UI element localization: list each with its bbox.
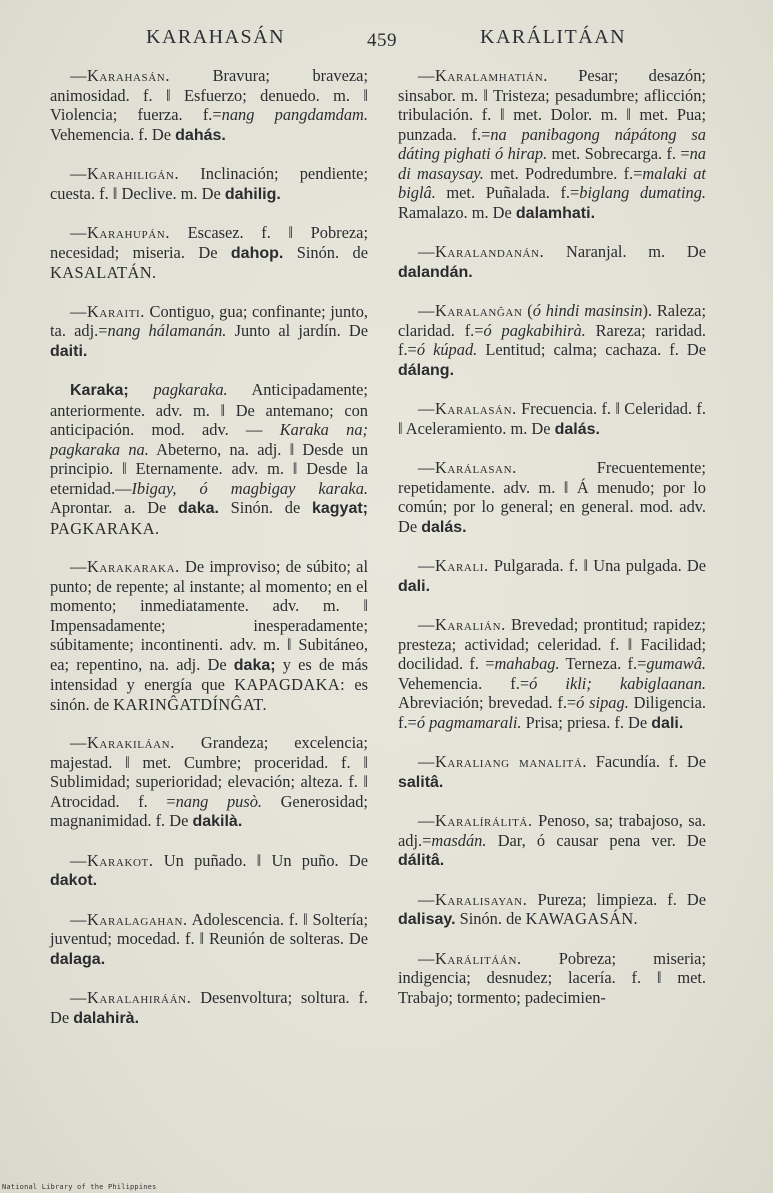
tagalog-phrase: nang hálamanán. [107, 321, 227, 340]
entry-karali [398, 556, 706, 596]
tagalog-phrase: ó ikli; kabiglaanan. [529, 673, 706, 693]
entry-karakot [50, 851, 368, 891]
headword: Karaka; [70, 382, 129, 399]
definition-text: es sinón. de [50, 675, 368, 714]
root-word: dalás. [421, 518, 467, 536]
definition-text: Aprontar. a. De [50, 498, 179, 517]
entry-karaka [50, 380, 368, 538]
entry-karalitaan [398, 949, 706, 1008]
definition-text: Generosidad; magnanimidad. f. De [50, 791, 368, 830]
tagalog-phrase: Karaka na; pagkaraka na. [50, 420, 368, 459]
tagalog-phrase: biglang dumating. [579, 183, 706, 202]
header-right-guide-word: KARÁLITÁAN [480, 26, 627, 48]
definition-text: Contiguo, gua; confinante; junto, ta. adj.= [50, 301, 368, 340]
definition-text: Penoso, sa; trabajoso, sa. adj.= [398, 811, 706, 850]
running-header [0, 26, 773, 56]
definition-text: met. Puñalada. f.= [435, 183, 580, 202]
definition-text: Frecuentemente; repetidamente. adv. m. ‖ Á menudo; por lo común; por lo general; en general. mod. adv. De [398, 458, 706, 536]
root-word: dahás. [175, 126, 226, 144]
definition-text: Vehemencia. f. De [50, 124, 176, 144]
tagalog-phrase: na panibagong nápátong sa dáting pighati ó hirap. [398, 124, 706, 163]
root-word: dalaga. [50, 950, 106, 968]
definition-text: Frecuencia. f. ‖ Celeridad. f. ‖ Aceleramiento. m. De [398, 399, 706, 438]
definition-text: Un puñado. ‖ Un puño. De [153, 850, 368, 870]
headword: —Karalasán. [418, 399, 517, 418]
header-left-guide-word: KARAHASÁN [146, 26, 286, 48]
entry-karalandanan [398, 242, 706, 282]
entry-karaiti [50, 302, 368, 362]
headword: —Karakaraka. [70, 557, 180, 576]
definition-text: Inclinación; pendiente; cuesta. f. ‖ Declive. m. De [50, 164, 368, 203]
root-word: daiti. [50, 342, 88, 360]
entry-karalangan [398, 301, 706, 380]
root-word: dálang. [398, 361, 455, 379]
definition-text: Diligencia. f.= [398, 693, 706, 732]
definition-text: Grandeza; excelencia; majestad. ‖ met. Cumbre; proceridad. f. ‖ Sublimidad; superioridad; elevación; alteza. f. ‖ Atrocidad. f. = [50, 733, 368, 811]
definition-text: Dar, ó causar pena ver. De [486, 830, 706, 850]
entry-karalasan-adverb [398, 458, 706, 537]
synonym-ref: KARINĜATDÍNĜAT. [113, 694, 267, 714]
definition-text: Desenvoltura; soltura. f. De [50, 988, 368, 1027]
definition-text: Naranjal. m. De [544, 242, 706, 261]
headword: —Karalisayan. [418, 889, 528, 909]
headword: —Karalagahan. [70, 909, 188, 929]
headword: —Karahupán. [70, 223, 171, 242]
tagalog-phrase: ó hindi masinsin [532, 301, 643, 320]
definition-text: Brevedad; prontitud; rapidez; presteza; actividad; celeridad. f. ‖ Facilidad; docilidad. f. = [398, 615, 706, 673]
definition-text: Sinón. de [283, 242, 368, 262]
definition-text: Junto al jardín. De [226, 321, 369, 340]
headword: —Karalamhatián. [418, 66, 548, 85]
entry-karahasan [50, 66, 368, 145]
headword: —Karahasán. [70, 66, 171, 85]
headword: —Karaliang manalitá. [418, 752, 588, 771]
definition-text: Lentitud; calma; cachaza. f. De [477, 340, 707, 359]
synonym-ref: KASALATÁN. [50, 263, 157, 282]
root-word: dalamhati. [515, 204, 596, 222]
tagalog-phrase: Ibigay, ó magbigay karaka. [131, 478, 368, 498]
tagalog-phrase: malaki at biglâ. [398, 163, 706, 202]
definition-text: Terneza. f.= [559, 654, 647, 673]
definition-text: Bravura; braveza; animosidad. f. ‖ Esfuerzo; denuedo. m. ‖ Violencia; fuerza. f.= [50, 66, 368, 124]
definition-text: Prisa; priesa. f. De [521, 712, 652, 732]
definition-text: Anticipadamente; anteriormente. adv. m. ‖ De antemano; con anticipación. mod. adv. — [50, 380, 368, 439]
root-word: dali. [651, 714, 684, 732]
definition-text: met. Sobrecarga. f. = [547, 144, 690, 163]
headword: —Karakot. [70, 850, 154, 870]
headword: —Karahiligán. [70, 164, 180, 183]
root-word: kagyat; [311, 500, 368, 517]
page-number: 459 [367, 30, 397, 51]
entry-karalasan [398, 399, 706, 439]
synonym-ref: PAGKARAKA. [50, 518, 160, 538]
root-word: dakot. [50, 872, 98, 889]
definition-text: Pureza; limpieza. f. De [527, 889, 706, 909]
tagalog-phrase: pagkaraka. [153, 380, 228, 399]
root-word: dali. [398, 577, 431, 595]
headword: —Karalírálitá. [418, 811, 533, 830]
definition-text: Vehemencia. f.= [398, 673, 530, 693]
synonym-ref: KAPAGDAKA: [234, 675, 346, 694]
definition-text: Ramalazo. m. De [398, 202, 516, 222]
root-word: dalisay. [398, 911, 456, 928]
root-word: dalandán. [398, 263, 473, 281]
library-watermark: National Library of the Philippines [2, 1183, 157, 1191]
entry-karalisayan [398, 890, 706, 930]
headword: —Karali. [418, 556, 489, 575]
entry-karakaraka [50, 557, 368, 714]
headword: —Karaiti. [70, 301, 145, 321]
definition-text: Escasez. f. ‖ Pobreza; necesidad; miseria. De [50, 223, 368, 262]
entry-karaliralita [398, 811, 706, 871]
entry-karaliang-manalita [398, 752, 706, 792]
definition-text: ). Raleza; claridad. f.= [398, 301, 707, 340]
root-word: salitâ. [398, 773, 444, 791]
definition-text: Pobreza; miseria; indigencia; desnudez; lacería. f. ‖ met. Trabajo; tormento; padecimien- [398, 948, 706, 1007]
tagalog-phrase: nang pusò. [175, 791, 263, 811]
definition-text: Abeterno, na. adj. ‖ Desde un principio. ‖ Eternamente. adv. m. ‖ Desde la eternidad.— [50, 439, 369, 498]
entry-karakilaan [50, 733, 368, 832]
entry-karahiligan [50, 164, 368, 204]
root-word: daka. [178, 500, 219, 517]
root-word: daka; [233, 656, 276, 674]
root-word: dakilà. [192, 813, 243, 830]
definition-text: Facundía. f. De [587, 752, 706, 771]
tagalog-phrase: nang pangdamdam. [221, 105, 368, 124]
headword: —Karalandanán. [418, 242, 545, 261]
definition-text: Sinón. de [218, 498, 312, 517]
left-column [50, 66, 368, 1047]
definition-text: Sinón. de [455, 909, 526, 928]
tagalog-phrase: mahabag. [494, 654, 560, 673]
tagalog-phrase: ó pagmamarali. [416, 712, 522, 732]
tagalog-phrase: ó pagkabihirà. [483, 320, 586, 340]
synonym-ref: KAWAGASÁN. [525, 909, 639, 928]
tagalog-phrase: gumawâ. [646, 654, 706, 673]
root-word: dalás. [554, 420, 600, 438]
definition-text: Adolescencia. f. ‖ Soltería; juventud; mocedad. f. ‖ Reunión de solteras. De [50, 909, 368, 948]
entry-karalian [398, 615, 706, 733]
root-word: dahop. [230, 244, 284, 262]
definition-text: Pulgarada. f. ‖ Una pulgada. De [488, 556, 706, 575]
entry-karahupan [50, 223, 368, 283]
tagalog-phrase: ó kúpad. [416, 340, 478, 359]
definition-text: De improviso; de súbito; al punto; de repente; al instante; al momento; en el momento; inmediatamente. adv. m. ‖ Impensadamente; inesperadamente; súbitamente; incontinenti. adv. m. ‖ Subitáneo, ea; repentino, na. adj. De [50, 557, 368, 674]
headword: —Karalanĝan [418, 301, 523, 320]
definition-text [129, 380, 154, 399]
entry-karalahiraan [50, 988, 368, 1028]
tagalog-phrase: masdán. [431, 830, 487, 850]
entry-karalamhatian [398, 66, 706, 223]
tagalog-phrase: na di masaysay. [398, 144, 706, 183]
definition-text: Abreviación; brevedad. f.= [398, 693, 577, 712]
headword: —Karakiláan. [70, 733, 175, 752]
headword: —Karalahiráán. [70, 988, 192, 1007]
definition-text: Pesar; desazón; sinsabor. m. ‖ Tristeza; pesadumbre; aflicción; tribulación. f. ‖ met. Dolor. m. ‖ met. Pua; punzada. f.= [398, 66, 706, 144]
definition-text: met. Podredumbre. f.= [483, 163, 643, 183]
headword: —Karalián. [418, 615, 506, 634]
definition-text: Rareza; raridad. f.= [398, 320, 706, 359]
root-word: dahilig. [224, 185, 281, 203]
definition-text: ( [522, 301, 533, 320]
root-word: dálitâ. [398, 852, 445, 869]
root-word: dalahirà. [73, 1009, 140, 1027]
tagalog-phrase: ó sipag. [576, 693, 629, 712]
headword: —Karálasan. [418, 458, 517, 477]
entry-karalagahan [50, 910, 368, 970]
definition-text: y es de más intensidad y energía que [50, 654, 368, 694]
right-column [398, 66, 706, 1026]
headword: —Karálitáán. [418, 948, 522, 968]
